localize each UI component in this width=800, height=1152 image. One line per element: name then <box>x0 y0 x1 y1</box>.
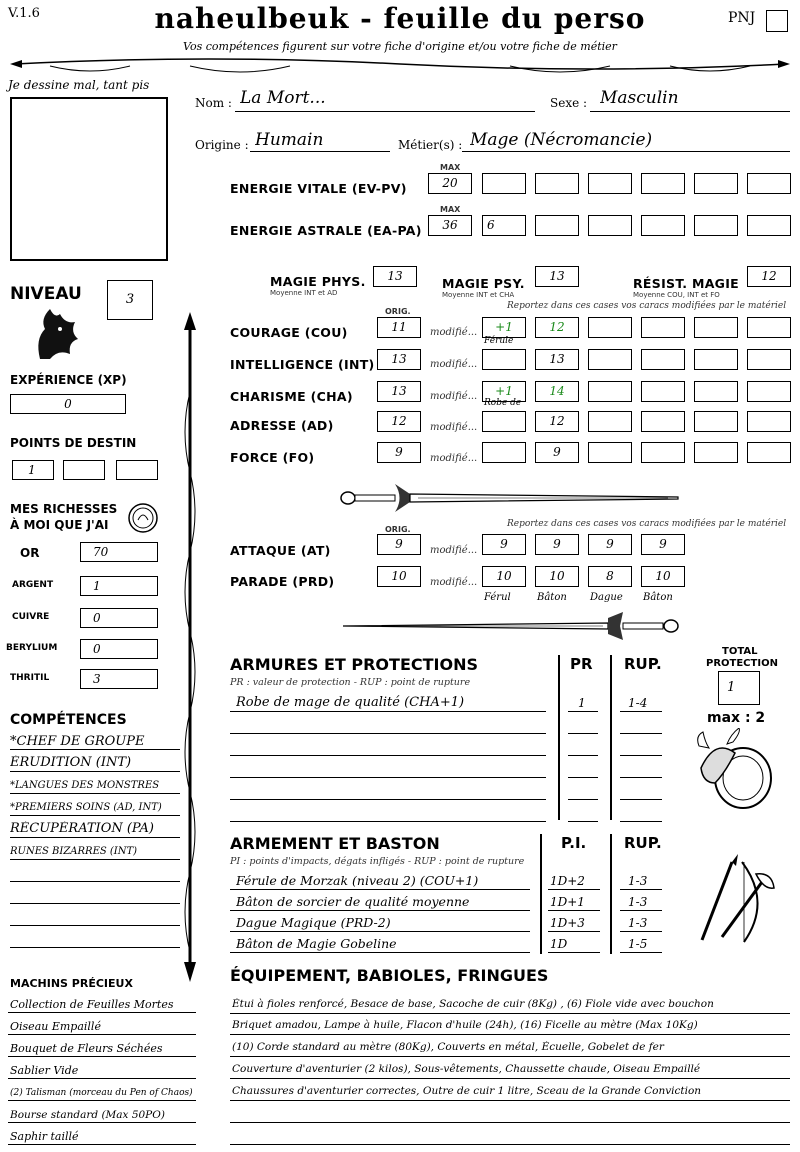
armure-row-0-rup[interactable]: 1-4 <box>628 696 648 710</box>
destin-label: POINTS DE DESTIN <box>10 436 137 450</box>
ev-box-2[interactable] <box>535 173 579 194</box>
header-ornament <box>10 52 790 78</box>
magie-psy-box[interactable]: 13 <box>535 266 579 287</box>
intelligence-box-5[interactable] <box>694 349 738 370</box>
dragon-icon <box>30 304 85 364</box>
equip-text-2[interactable]: (10) Corde standard au mètre (80Kg), Couverts en métal, Écuelle, Gobelet de fer <box>232 1041 664 1053</box>
charisme-mod1-box[interactable]: +1 <box>482 381 526 402</box>
intelligence-mod1-box[interactable] <box>482 349 526 370</box>
arme-row-3-pi[interactable]: 1D <box>550 937 568 951</box>
equip-text-1[interactable]: Briquet amadou, Lampe à huile, Flacon d'huile (24h), (16) Ficelle au mètre (Max 10Kg) <box>232 1019 698 1031</box>
armement-divider-2 <box>610 834 612 954</box>
ea-box-4[interactable] <box>641 215 685 236</box>
armure-row-1-pr-line <box>568 718 598 734</box>
argent-label: ARGENT <box>12 580 54 590</box>
armement-divider-1 <box>540 834 542 954</box>
adresse-mod2-box[interactable]: 12 <box>535 411 579 432</box>
portrait-box[interactable] <box>10 97 168 261</box>
machin-item-0[interactable]: Collection de Feuilles Mortes <box>10 998 174 1011</box>
carac-report-note: Reportez dans ces cases vos caracs modifiées par le matériel <box>507 301 787 311</box>
total-protection-label-1: TOTAL <box>722 646 758 657</box>
parade-label: PARADE (PRD) <box>230 574 335 589</box>
armures-rup-header: RUP. <box>624 655 662 673</box>
attaque-label: ATTAQUE (AT) <box>230 543 331 558</box>
armure-row-1-line <box>230 718 546 734</box>
courage-box-5[interactable] <box>694 317 738 338</box>
sheet-subtitle: Vos compétences figurent sur votre fiche d'origine et/ou votre fiche de métier <box>183 40 617 53</box>
arme-row-2-name[interactable]: Dague Magique (PRD-2) <box>236 915 391 930</box>
argent-box[interactable]: 1 <box>80 576 158 596</box>
arme-row-3-name[interactable]: Bâton de Magie Gobeline <box>236 936 397 951</box>
courage-mod1-box[interactable]: +1 <box>482 317 526 338</box>
combat-report-note: Reportez dans ces cases vos caracs modifiées par le matériel <box>507 519 787 529</box>
charisme-label: CHARISME (CHA) <box>230 389 353 404</box>
sexe-label: Sexe : <box>550 96 588 110</box>
charisme-box-3[interactable] <box>588 381 632 402</box>
ev-box-6[interactable] <box>747 173 791 194</box>
richesses-label-2: À MOI QUE J'AI <box>10 518 109 532</box>
armures-note: PR : valeur de protection - RUP : point de rupture <box>230 677 471 688</box>
metier-value[interactable]: Mage (Nécromancie) <box>470 130 653 150</box>
equipement-title: ÉQUIPEMENT, BABIOLES, FRINGUES <box>230 966 549 985</box>
ev-box-1[interactable] <box>482 173 526 194</box>
charisme-modifie: modifié... <box>430 391 478 402</box>
comp-line-9 <box>10 932 180 948</box>
ea-box-5[interactable] <box>694 215 738 236</box>
courage-mod2-box[interactable]: 12 <box>535 317 579 338</box>
adresse-box-3[interactable] <box>588 411 632 432</box>
arme-row-0-name[interactable]: Férule de Morzak (niveau 2) (COU+1) <box>236 873 479 888</box>
total-protection-box[interactable]: 1 <box>718 671 760 705</box>
courage-box-3[interactable] <box>588 317 632 338</box>
armure-row-3-rup-line <box>620 762 662 778</box>
weapon-caption-0: Férul <box>484 592 511 603</box>
armure-row-0-name[interactable]: Robe de mage de qualité (CHA+1) <box>236 695 465 710</box>
carac-orig-label: ORIG. <box>385 307 411 316</box>
comp-item-0[interactable]: *CHEF DE GROUPE <box>10 734 145 749</box>
attaque-mod-box-2[interactable]: 9 <box>588 534 632 555</box>
attaque-mod-box-1[interactable]: 9 <box>535 534 579 555</box>
combat-orig-label: ORIG. <box>385 525 411 534</box>
adresse-label: ADRESSE (AD) <box>230 418 334 433</box>
comp-line-6 <box>10 866 180 882</box>
adresse-orig-box[interactable]: 12 <box>377 411 421 432</box>
force-box-5[interactable] <box>694 442 738 463</box>
force-box-4[interactable] <box>641 442 685 463</box>
parade-mod-box-3[interactable]: 10 <box>641 566 685 587</box>
charisme-box-6[interactable] <box>747 381 791 402</box>
force-mod1-box[interactable] <box>482 442 526 463</box>
sword-icon-2 <box>338 608 683 644</box>
portrait-caption: Je dessine mal, tant pis <box>8 78 150 92</box>
sheet-title: naheulbeuk - feuille du perso <box>154 2 646 35</box>
weapons-icon <box>692 852 782 947</box>
attaque-mod-box-0[interactable]: 9 <box>482 534 526 555</box>
parade-mod-box-2[interactable]: 8 <box>588 566 632 587</box>
force-box-3[interactable] <box>588 442 632 463</box>
resist-magie-label: RÉSIST. MAGIE <box>633 276 740 291</box>
armure-row-5-pr-line <box>568 806 598 822</box>
arme-row-2-rup[interactable]: 1-3 <box>628 916 648 930</box>
ea-current-box[interactable]: 6 <box>482 215 526 236</box>
thritil-label: THRITIL <box>10 673 50 683</box>
ea-box-2[interactable] <box>535 215 579 236</box>
arme-row-2-pi[interactable]: 1D+3 <box>550 916 585 930</box>
helmet-shield-icon <box>695 728 775 813</box>
intelligence-box-6[interactable] <box>747 349 791 370</box>
ea-label: ENERGIE ASTRALE (EA-PA) <box>230 223 422 238</box>
armures-pr-header: PR <box>570 655 593 673</box>
ev-box-4[interactable] <box>641 173 685 194</box>
equip-text-3[interactable]: Couverture d'aventurier (2 kilos), Sous-vêtements, Chaussette chaude, Oiseau Empaillé <box>232 1063 701 1075</box>
equip-text-4[interactable]: Chaussures d'aventurier correctes, Outre de cuir 1 litre, Sceau de la Grande Conviction <box>232 1085 702 1097</box>
courage-box-6[interactable] <box>747 317 791 338</box>
charisme-orig-box[interactable]: 13 <box>377 381 421 402</box>
adresse-box-5[interactable] <box>694 411 738 432</box>
adresse-mod1-box[interactable] <box>482 411 526 432</box>
niveau-label: NIVEAU <box>10 284 82 304</box>
resist-magie-note: Moyenne COU, INT et FO <box>633 291 720 299</box>
force-mod2-box[interactable]: 9 <box>535 442 579 463</box>
version-label: V.1.6 <box>8 6 40 21</box>
courage-label: COURAGE (COU) <box>230 325 348 340</box>
pnj-label: PNJ <box>728 10 756 26</box>
courage-orig-box[interactable]: 11 <box>377 317 421 338</box>
armure-row-5-line <box>230 806 546 822</box>
armement-pi-header: P.I. <box>561 834 587 852</box>
intelligence-box-4[interactable] <box>641 349 685 370</box>
adresse-modifie: modifié... <box>430 422 478 433</box>
equip-line-6 <box>230 1129 790 1145</box>
ev-box-3[interactable] <box>588 173 632 194</box>
parade-mod-box-1[interactable]: 10 <box>535 566 579 587</box>
armures-title: ARMURES ET PROTECTIONS <box>230 655 478 674</box>
force-label: FORCE (FO) <box>230 450 315 465</box>
charisme-mod2-box[interactable]: 14 <box>535 381 579 402</box>
attaque-orig-box[interactable]: 9 <box>377 534 421 555</box>
courage-mod-note: Férule <box>484 336 514 346</box>
comp-item-5[interactable]: RUNES BIZARRES (INT) <box>10 846 138 857</box>
machin-item-1[interactable]: Oiseau Empaillé <box>10 1020 101 1033</box>
richesses-label-1: MES RICHESSES <box>10 502 118 516</box>
ev-box-5[interactable] <box>694 173 738 194</box>
parade-mod-box-0[interactable]: 10 <box>482 566 526 587</box>
courage-box-4[interactable] <box>641 317 685 338</box>
destin-box-3[interactable] <box>116 460 158 480</box>
berylium-label: BERYLIUM <box>6 643 58 653</box>
ev-max-box[interactable]: 20 <box>428 173 472 194</box>
ea-max-label: MAX <box>440 205 461 214</box>
force-orig-box[interactable]: 9 <box>377 442 421 463</box>
armure-row-3-pr-line <box>568 762 598 778</box>
intelligence-label: INTELLIGENCE (INT) <box>230 357 375 372</box>
ea-max-box[interactable]: 36 <box>428 215 472 236</box>
sword-icon <box>338 480 683 516</box>
weapon-caption-3: Bâton <box>643 592 673 603</box>
or-label: OR <box>20 546 40 560</box>
or-box[interactable]: 70 <box>80 542 158 562</box>
armure-row-2-pr-line <box>568 740 598 756</box>
magie-psy-note: Moyenne INT et CHA <box>442 291 515 299</box>
nom-label: Nom : <box>195 96 232 110</box>
armures-divider-1 <box>558 655 560 820</box>
machin-item-4[interactable]: (2) Talisman (morceau du Pen of Chaos) <box>10 1088 193 1098</box>
parade-orig-box[interactable]: 10 <box>377 566 421 587</box>
magie-phys-label: MAGIE PHYS. <box>270 274 366 289</box>
armure-row-4-rup-line <box>620 784 662 800</box>
thritil-box[interactable]: 3 <box>80 669 158 689</box>
comp-line-8 <box>10 910 180 926</box>
arme-row-1-pi[interactable]: 1D+1 <box>550 895 585 909</box>
magie-phys-note: Moyenne INT et AD <box>270 289 338 297</box>
intelligence-orig-box[interactable]: 13 <box>377 349 421 370</box>
weapon-caption-2: Dague <box>590 592 623 603</box>
charisme-mod-note: Robe de <box>484 398 522 408</box>
berylium-box[interactable]: 0 <box>80 639 158 659</box>
resist-magie-box[interactable]: 12 <box>747 266 791 287</box>
comp-item-2[interactable]: *LANGUES DES MONSTRES <box>10 780 160 791</box>
arme-row-0-rup[interactable]: 1-3 <box>628 874 648 888</box>
cuivre-box[interactable]: 0 <box>80 608 158 628</box>
magie-psy-label: MAGIE PSY. <box>442 276 525 291</box>
niveau-box[interactable]: 3 <box>107 280 153 320</box>
armure-row-0-pr[interactable]: 1 <box>578 696 586 710</box>
armure-row-4-line <box>230 784 546 800</box>
armure-row-4-pr-line <box>568 784 598 800</box>
arme-row-1-name[interactable]: Bâton de sorcier de qualité moyenne <box>236 894 470 909</box>
charisme-box-5[interactable] <box>694 381 738 402</box>
intelligence-modifie: modifié... <box>430 359 478 370</box>
machin-item-6[interactable]: Saphir taillé <box>10 1130 79 1143</box>
comp-item-1[interactable]: ÉRUDITION (INT) <box>10 755 132 770</box>
force-modifie: modifié... <box>430 453 478 464</box>
armure-row-2-line <box>230 740 546 756</box>
destin-box-1[interactable]: 1 <box>12 460 54 480</box>
xp-label: EXPÉRIENCE (XP) <box>10 373 127 387</box>
armure-row-3-line <box>230 762 546 778</box>
nom-value[interactable]: La Mort... <box>240 88 326 108</box>
equip-line-5 <box>230 1107 790 1123</box>
charisme-box-4[interactable] <box>641 381 685 402</box>
arme-row-1-rup[interactable]: 1-3 <box>628 895 648 909</box>
machin-item-3[interactable]: Sablier Vide <box>10 1064 79 1077</box>
total-protection-label-2: PROTECTION <box>706 658 778 669</box>
machins-title: MACHINS PRÉCIEUX <box>10 977 133 990</box>
staff-ornament <box>178 312 202 982</box>
attaque-modifie: modifié... <box>430 545 478 556</box>
intelligence-box-3[interactable] <box>588 349 632 370</box>
arme-row-0-pi[interactable]: 1D+2 <box>550 874 585 888</box>
ea-box-6[interactable] <box>747 215 791 236</box>
machin-item-5[interactable]: Bourse standard (Max 50PO) <box>10 1109 165 1121</box>
pnj-checkbox[interactable] <box>766 10 788 32</box>
adresse-box-6[interactable] <box>747 411 791 432</box>
armement-title: ARMEMENT ET BASTON <box>230 834 440 853</box>
origine-label: Origine : <box>195 138 249 152</box>
ea-box-3[interactable] <box>588 215 632 236</box>
metier-label: Métier(s) : <box>398 138 463 152</box>
adresse-box-4[interactable] <box>641 411 685 432</box>
coin-icon <box>127 502 159 534</box>
competences-title: COMPÉTENCES <box>10 712 127 728</box>
comp-item-4[interactable]: RÉCUPÉRATION (PA) <box>10 821 154 836</box>
armement-note: PI : points d'impacts, dégats infligés - RUP : point de rupture <box>230 856 525 867</box>
comp-line-7 <box>10 888 180 904</box>
weapon-caption-1: Bâton <box>537 592 567 603</box>
armures-divider-2 <box>610 655 612 820</box>
magie-phys-box[interactable]: 13 <box>373 266 417 287</box>
armement-rup-header: RUP. <box>624 834 662 852</box>
parade-modifie: modifié... <box>430 577 478 588</box>
cuivre-label: CUIVRE <box>12 612 50 622</box>
xp-box[interactable]: 0 <box>10 394 126 414</box>
force-box-6[interactable] <box>747 442 791 463</box>
total-protection-max: max : 2 <box>707 710 766 726</box>
equip-text-0[interactable]: Étui à fioles renforcé, Besace de base, Sacoche de cuir (8Kg) , (6) Fiole vide avec bouchon <box>232 998 714 1010</box>
origine-value[interactable]: Humain <box>255 130 324 150</box>
courage-modifie: modifié... <box>430 327 478 338</box>
ev-label: ENERGIE VITALE (EV-PV) <box>230 181 407 196</box>
destin-box-2[interactable] <box>63 460 105 480</box>
intelligence-mod2-box[interactable]: 13 <box>535 349 579 370</box>
ev-max-label: MAX <box>440 163 461 172</box>
armure-row-1-rup-line <box>620 718 662 734</box>
attaque-mod-box-3[interactable]: 9 <box>641 534 685 555</box>
comp-item-3[interactable]: *PREMIERS SOINS (AD, INT) <box>10 802 162 813</box>
sexe-value[interactable]: Masculin <box>600 88 679 108</box>
machin-item-2[interactable]: Bouquet de Fleurs Séchées <box>10 1042 163 1055</box>
armure-row-2-rup-line <box>620 740 662 756</box>
arme-row-3-rup[interactable]: 1-5 <box>628 937 648 951</box>
armure-row-5-rup-line <box>620 806 662 822</box>
